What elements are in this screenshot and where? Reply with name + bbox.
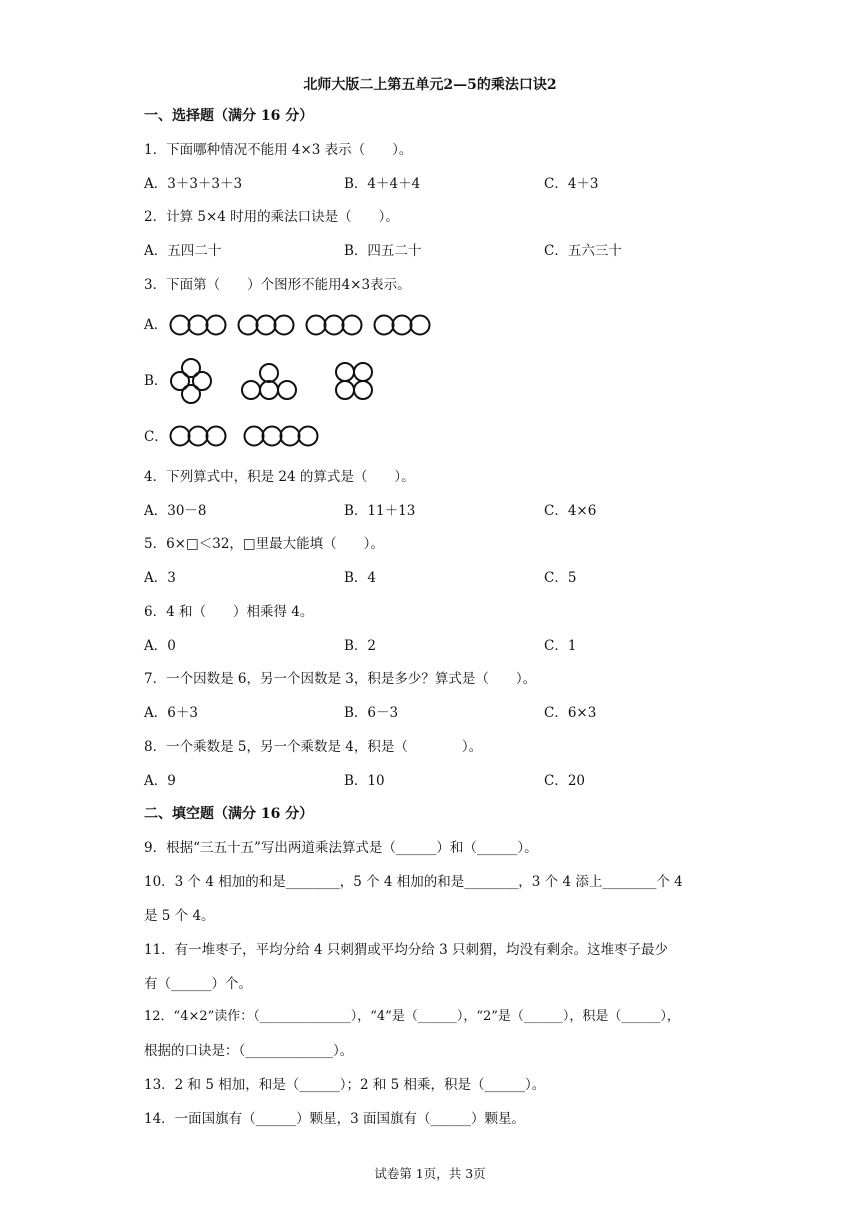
circle: [354, 381, 372, 399]
circle: [343, 316, 362, 335]
q8-option-b: B．10: [344, 773, 385, 789]
circle: [239, 316, 258, 335]
circle: [189, 427, 208, 446]
q3-option-a: A．: [144, 317, 168, 333]
question-1: 1．下面哪种情况不能用 4×3 表示（ ）。: [144, 142, 413, 158]
circle: [281, 427, 300, 446]
circle: [393, 316, 412, 335]
question-5: 5．6×□＜32，□里最大能填（ ）。: [144, 536, 384, 552]
circle: [260, 364, 278, 382]
question-8: 8．一个乘数是 5，另一个乘数是 4，积是（ ）。: [144, 739, 483, 755]
circle: [242, 381, 260, 399]
question-11-line-2: 有（______）个。: [144, 976, 252, 992]
question-7: 7．一个因数是 6，另一个因数是 3，积是多少？算式是（ ）。: [144, 671, 537, 687]
q6-option-b: B．2: [344, 638, 377, 654]
q6-option-c: C．1: [544, 638, 577, 654]
question-12-line-2: 根据的口诀是：（_____________）。: [144, 1043, 354, 1059]
q3-option-b: B．: [144, 373, 168, 389]
q3-figure-c: [168, 425, 328, 449]
section-heading-fill: 二、填空题（满分 16 分）: [144, 806, 314, 822]
question-4: 4．下列算式中，积是 24 的算式是（ ）。: [144, 469, 415, 485]
q4-option-c: C．4×6: [544, 503, 597, 519]
circle: [325, 316, 344, 335]
circle-group: [239, 316, 294, 335]
circle: [189, 316, 208, 335]
circle-group-cross: [171, 359, 211, 403]
circle: [245, 427, 264, 446]
question-2: 2．计算 5×4 时用的乘法口诀是（ ）。: [144, 209, 399, 225]
q3-option-c: C．: [144, 429, 168, 445]
q8-option-a: A．9: [144, 773, 176, 789]
circle-group: [307, 316, 362, 335]
circle: [260, 381, 278, 399]
q3-figure-a: [168, 314, 428, 338]
circle: [207, 427, 226, 446]
q5-option-a: A．3: [144, 570, 176, 586]
circle: [336, 363, 354, 381]
circle-group: [245, 427, 318, 446]
q5-option-b: B．4: [344, 570, 377, 586]
circle: [171, 427, 190, 446]
circle: [182, 385, 200, 403]
circle: [275, 316, 294, 335]
q5-option-c: C．5: [544, 570, 577, 586]
question-11-line-1: 11．有一堆枣子，平均分给 4 只刺猬或平均分给 3 只刺猬，均没有剩余。这堆枣子最少: [144, 942, 669, 958]
circle-group-pyramid: [242, 364, 296, 399]
q1-option-b: B．4＋4＋4: [344, 176, 421, 192]
circle: [411, 316, 430, 335]
circle: [278, 381, 296, 399]
page-footer: 试卷第 1页，共 3页: [374, 1166, 486, 1181]
circle: [375, 316, 394, 335]
page-title: 北师大版二上第五单元2—5的乘法口诀2: [303, 77, 557, 93]
q7-option-c: C．6×3: [544, 705, 597, 721]
question-9: 9．根据“三五十五”写出两道乘法算式是（______）和（______）。: [144, 840, 538, 856]
q2-option-b: B．四五二十: [344, 243, 422, 259]
q8-option-c: C．20: [544, 773, 586, 789]
section-heading-choice: 一、选择题（满分 16 分）: [144, 108, 314, 124]
circle: [207, 316, 226, 335]
question-6: 6．4 和（ ）相乘得 4。: [144, 604, 314, 620]
q1-option-a: A．3＋3＋3＋3: [144, 176, 243, 192]
q2-option-c: C．五六三十: [544, 243, 622, 259]
question-10-line-2: 是 5 个 4。: [144, 908, 215, 924]
question-3: 3．下面第（ ）个图形不能用4×3表示。: [144, 277, 411, 293]
circle-group: [171, 427, 226, 446]
q1-option-c: C．4＋3: [544, 176, 599, 192]
q4-option-b: B．11＋13: [344, 503, 416, 519]
question-12-line-1: 12．“4×2”读作：（______________），“4”是（______），“2”是（______），积是（______），: [144, 1009, 680, 1024]
question-13: 13．2 和 5 相加，和是（______）；2 和 5 相乘，积是（______）。: [144, 1077, 546, 1093]
circle: [299, 427, 318, 446]
circle: [171, 316, 190, 335]
circle: [307, 316, 326, 335]
question-10-line-1: 10．3 个 4 相加的和是________，5 个 4 相加的和是________，3 个 4 添上________个 4: [144, 874, 683, 890]
q6-option-a: A．0: [144, 638, 176, 654]
circle: [263, 427, 282, 446]
circle: [257, 316, 276, 335]
question-14: 14．一面国旗有（______）颗星，3 面国旗有（______）颗星。: [144, 1111, 526, 1127]
q7-option-a: A．6＋3: [144, 705, 198, 721]
circle: [336, 381, 354, 399]
circle-group: [375, 316, 430, 335]
circle-group: [171, 316, 226, 335]
circle: [354, 363, 372, 381]
q2-option-a: A．五四二十: [144, 243, 222, 259]
q3-figure-b: [166, 358, 386, 406]
q4-option-a: A．30－8: [144, 503, 207, 519]
q7-option-b: B．6－3: [344, 705, 399, 721]
circle-group-square: [336, 363, 372, 399]
